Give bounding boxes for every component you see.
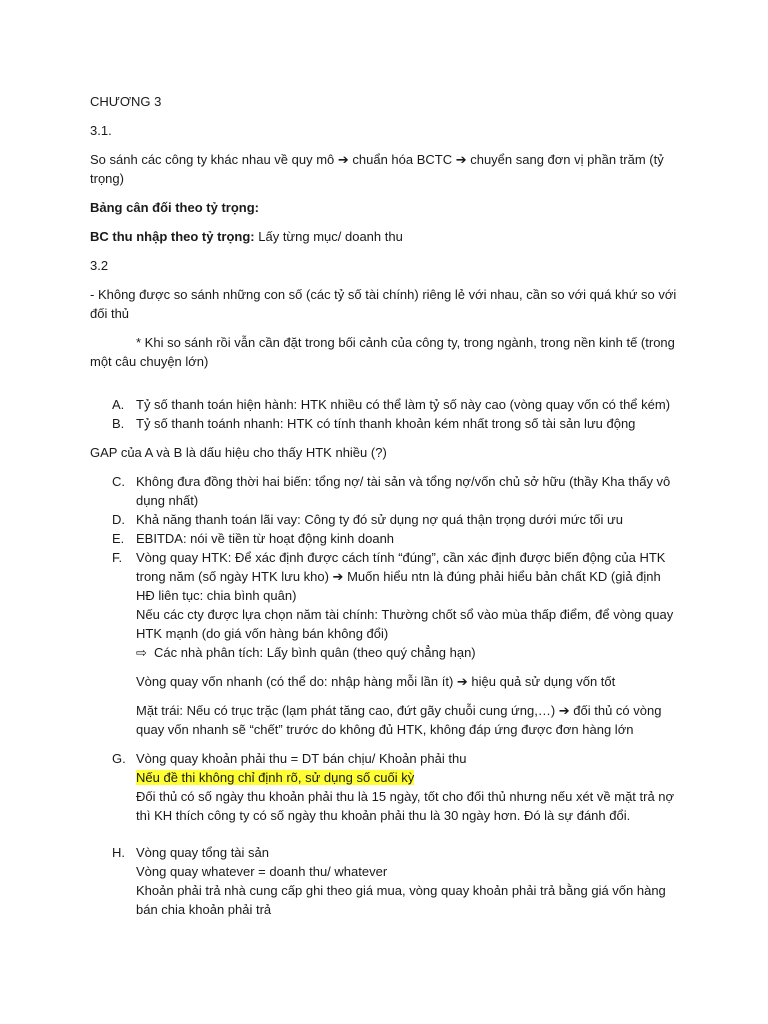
ratio-list-ab xyxy=(90,395,680,433)
section-3-2: 3.2 xyxy=(90,258,109,273)
list-item-g xyxy=(90,749,680,825)
list-item-paragraph: Khoản phải trả nhà cung cấp ghi theo giá mua, vòng quay khoản phải trả bằng giá vốn hàng bán chia khoản phải trả xyxy=(136,883,666,917)
chapter-heading: CHƯƠNG 3 xyxy=(90,94,162,109)
document-page xyxy=(90,92,680,919)
income-statement-text: Lấy từng mục/ doanh thu xyxy=(254,229,403,244)
gap-note: GAP của A và B là dấu hiệu cho thấy HTK nhiều (?) xyxy=(90,445,387,460)
list-item xyxy=(90,395,680,414)
list-item xyxy=(90,414,680,433)
balance-sheet-title: Bảng cân đối theo tỷ trọng: xyxy=(90,200,259,215)
list-marker: B. xyxy=(112,416,125,431)
list-marker: F. xyxy=(112,550,123,565)
list-item-paragraph: Vòng quay vốn nhanh (có thể do: nhập hàng mỗi lần ít) ➔ hiệu quả sử dụng vốn tốt xyxy=(136,674,616,689)
list-item-h xyxy=(90,843,680,919)
income-statement-label: BC thu nhập theo tỷ trọng: xyxy=(90,229,255,244)
paragraph-compare: So sánh các công ty khác nhau về quy mô ➔ chuẩn hóa BCTC ➔ chuyển sang đơn vị phần trăm (tỷ trọng) xyxy=(90,152,664,186)
list-item-paragraph: Mặt trái: Nếu có trục trặc (lạm phát tăng cao, đứt gãy chuỗi cung ứng,…) ➔ đối thủ có vòng quay vốn nhanh sẽ “chết” trước do không đủ HTK, không đáp ứng được đơn hàng lớn xyxy=(136,703,662,737)
list-marker: G. xyxy=(112,751,126,766)
list-item-text: Vòng quay tổng tài sản xyxy=(136,845,269,860)
highlight-text: Nếu đề thi không chỉ định rõ, sử dụng số cuối kỳ xyxy=(136,770,415,785)
list-item-e xyxy=(90,529,680,548)
list-marker: D. xyxy=(112,512,125,527)
list-item-paragraph: Vòng quay whatever = doanh thu/ whatever xyxy=(136,864,388,879)
list-item-paragraph: Đối thủ có số ngày thu khoản phải thu là 15 ngày, tốt cho đối thủ nhưng nếu xét về mặt trả nợ thì KH thích công ty có số ngày thu khoản phải thu là 30 ngày hơn. Đó là sự đánh đổi. xyxy=(136,789,675,823)
paragraph-context: * Khi so sánh rồi vẫn cần đặt trong bối cảnh của công ty, trong ngành, trong nền kinh tế (trong một câu chuyện lớn) xyxy=(90,335,675,369)
income-statement-line xyxy=(90,227,680,246)
list-item-c xyxy=(90,472,680,510)
list-item-text: EBITDA: nói về tiền từ hoạt động kinh doanh xyxy=(136,531,395,546)
list-item-f xyxy=(90,548,680,739)
sub-bullet xyxy=(136,643,680,662)
list-marker: A. xyxy=(112,397,125,412)
list-item-text: Khả năng thanh toán lãi vay: Công ty đó sử dụng nợ quá thận trọng dưới mức tối ưu xyxy=(136,512,623,527)
sub-bullet-text: Các nhà phân tích: Lấy bình quân (theo quý chẳng hạn) xyxy=(154,645,476,660)
section-3-1: 3.1. xyxy=(90,123,112,138)
ratio-list-gh xyxy=(90,749,680,919)
ratio-list-cf xyxy=(90,472,680,739)
list-item-text: Vòng quay HTK: Để xác định được cách tính “đúng”, cần xác định được biến động của HTK trong năm (số ngày HTK lưu kho) ➔ Muốn hiểu ntn là đúng phải hiểu bản chất KD (giả định HĐ liên tục: chia bình quân) xyxy=(136,550,666,603)
list-item-d xyxy=(90,510,680,529)
list-item-text: Tỷ số thanh toánh nhanh: HTK có tính thanh khoản kém nhất trong số tài sản lưu động xyxy=(136,416,636,431)
list-item-text: Tỷ số thanh toán hiện hành: HTK nhiều có thể làm tỷ số này cao (vòng quay vốn có thể kém) xyxy=(136,397,671,412)
arrow-right-icon: ⇨ xyxy=(136,645,147,660)
list-marker: H. xyxy=(112,845,125,860)
list-item-text: Không đưa đồng thời hai biến: tổng nợ/ tài sản và tổng nợ/vốn chủ sở hữu (thầy Kha thấy vô dụng nhất) xyxy=(136,474,671,508)
highlighted-note xyxy=(136,768,680,787)
list-item-text: Vòng quay khoản phải thu = DT bán chịu/ Khoản phải thu xyxy=(136,751,467,766)
paragraph-no-compare: - Không được so sánh những con số (các tỷ số tài chính) riêng lẻ với nhau, cần so với quá khứ so với đối thủ xyxy=(90,287,677,321)
list-marker: C. xyxy=(112,474,125,489)
list-marker: E. xyxy=(112,531,125,546)
list-item-paragraph: Nếu các cty được lựa chọn năm tài chính: Thường chốt sổ vào mùa thấp điểm, để vòng quay HTK mạnh (do giá vốn hàng bán không đổi) xyxy=(136,607,674,641)
